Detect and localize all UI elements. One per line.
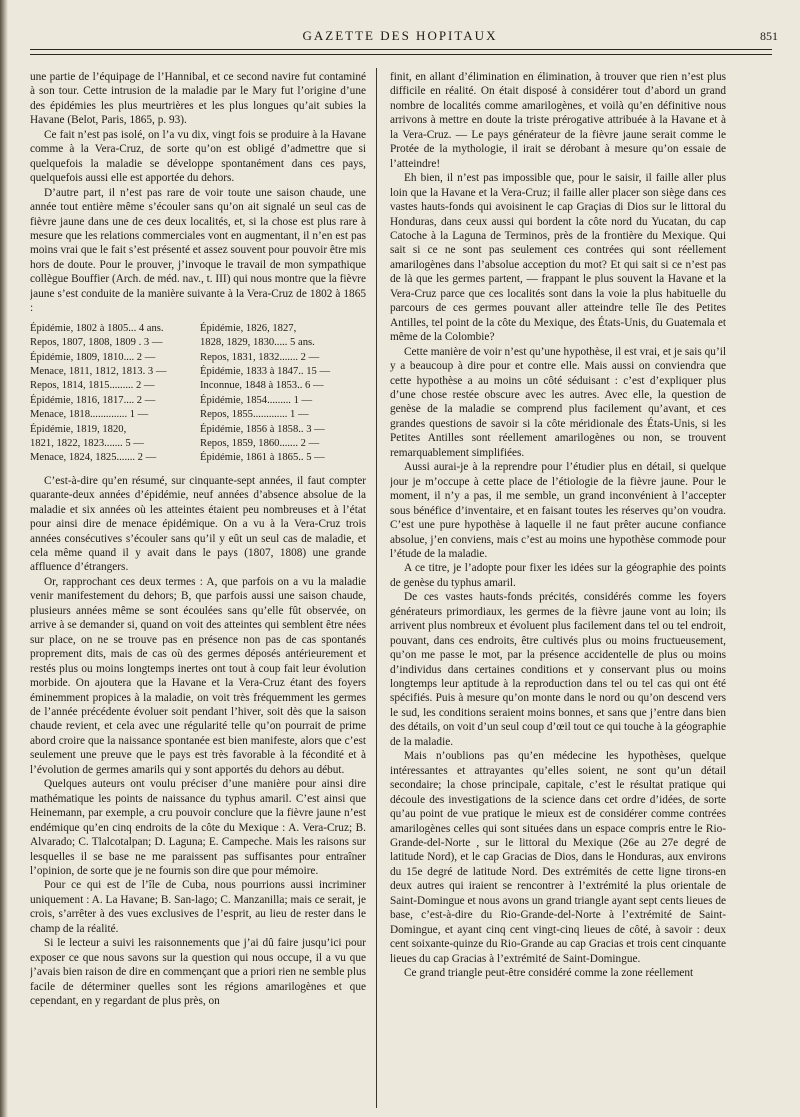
column-divider <box>376 68 377 1108</box>
right-column <box>390 70 726 1110</box>
table-row: 1828, 1829, 1830..... 5 ans. <box>200 337 315 349</box>
header-rule <box>30 54 772 55</box>
paragraph: Ce fait n’est pas isolé, on l’a vu dix, vingt fois se produire à la Havane comme à la Vera-Cruz, de sorte qu’on est obligé d’admettre que si quelquefois la maladie se développe spontanément dans ces pays, quelquefois aussi elle est apportée du dehors. <box>30 128 366 185</box>
left-column <box>30 70 366 1110</box>
table-row: Repos, 1859, 1860....... 2 — <box>200 437 320 449</box>
table-row: Repos, 1855............. 1 — <box>200 409 309 421</box>
table-row: 1821, 1822, 1823....... 5 — <box>30 437 144 449</box>
table-row: Inconnue, 1848 à 1853.. 6 — <box>200 380 324 392</box>
paragraph: Ce grand triangle peut-être considéré comme la zone réellement <box>404 967 694 980</box>
epidemic-table-right <box>196 322 366 466</box>
paragraph: une partie de l’équipage de l’Hannibal, et ce second navire fut contaminé à son tour. Cette intrusion de la maladie par le Mary fut l’origine d’une des épidémies les plus meurtrières et les plus longues qu’ait subies la Havane (Belot, Paris, 1865, p. 93). <box>30 71 366 127</box>
table-row: Repos, 1831, 1832....... 2 — <box>200 351 320 363</box>
page-header <box>20 24 780 50</box>
paragraph: Si le lecteur a suivi les raisonnements que j’ai dû faire jusqu’ici pour exposer ce que nous savons sur la question qui nous occupe, il a vu que j’avais bien raison de dire en commençant que a priori rien ne semble plus facile de déterminer quelles sont les régions amarilogènes et que cependant, en y regardant de plus près, on <box>30 937 366 1008</box>
paragraph: Aussi aurai-je à la reprendre pour l’étudier plus en détail, si quelque jour je m’occupe à cette place de l’étiologie de la fièvre jaune. Pour le moment, il n’y a pas, il me semble, un grand inconvénient à l’accepter sous bénéfice d’inventaire, et en faisant toutes les réserves qu’on voudra. C’est une pure hypothèse à laquelle il ne faut prêter aucune confiance absolue, j’en conviens, mais c’est au moins une hypothèse commode pour l’étude de la maladie. <box>390 461 726 560</box>
table-row: Repos, 1814, 1815......... 2 — <box>30 380 155 392</box>
table-row: Épidémie, 1826, 1827, <box>200 322 297 334</box>
table-row: Épidémie, 1802 à 1805... 4 ans. <box>30 322 164 334</box>
page-number: 851 <box>760 29 778 43</box>
table-row: Menace, 1818.............. 1 — <box>30 409 149 421</box>
epidemic-table <box>30 322 366 466</box>
table-row: Épidémie, 1856 à 1858.. 3 — <box>200 423 325 435</box>
table-row: Épidémie, 1819, 1820, <box>30 423 127 435</box>
table-row: Menace, 1824, 1825....... 2 — <box>30 452 157 464</box>
paragraph: Mais n’oublions pas qu’en médecine les hypothèses, quelque intéressantes et attrayantes qu’elles soient, ne sont qu’un détail secondaire; la chose principale, capitale, c’est le résultat pratique qui découle des investigations de la science dans cet ordre d’idées, de sorte qu’au point de vue pratique le mieux est de considérer comme contrées amarilogènes celles qui sont situées dans un espace compris entre le Rio-Grande-del-Norte , sur le littoral du Mexique (26e au 27e degré de latitude Nord), et le cap Gracias de Dios, dans le Honduras, aux environs du 15e degré de latitude Nord. Des extrémités de cette ligne tirons-en deux autres qui iraient se rencontrer à l’extrémité la plus orientale de Saint-Domingue et nous avons un grand triangle ayant sept cents lieues de base, c’est-à-dire du Rio-Grande-del-Norte à l’extrémité de Saint-Domingue, et ayant cinq cent vingt-cinq lieues de côté, à savoir : deux cent soixante-quinze du Rio-Grande au cap Gracias et trois cent cinquante lieues du cap Gracias à l’extrémité de Saint-Domingue. <box>390 750 726 965</box>
table-row: Menace, 1811, 1812, 1813. 3 — <box>30 365 167 377</box>
header-rule <box>30 49 772 50</box>
epidemic-table-left <box>30 322 196 466</box>
paragraph: C’est-à-dire qu’en résumé, sur cinquante-sept années, il faut compter quarante-deux années d’épidémie, neuf années d’absence absolue de la maladie et six années où les atteintes étaient peu nombreuses et à l’état pour ainsi dire de menace épidémique. On a vu à la Vera-Cruz trois années consécutives s’écouler sans qu’il y eût un seul cas de maladie, et cela même quand il y avait dans le pays (1807, 1808) une grande affluence d’étrangers. <box>30 474 366 574</box>
table-row: Épidémie, 1816, 1817.... 2 — <box>30 394 156 406</box>
table-row: Repos, 1807, 1808, 1809 . 3 — <box>30 337 163 349</box>
paragraph: Quelques auteurs ont voulu préciser d’une manière pour ainsi dire mathématique les points de naissance du typhus amaril. C’est ainsi que Heinemann, par exemple, a cru pouvoir conclure que la fièvre jaune n’est endémique qu’en cinq endroits de la côte du Mexique : A. Vera-Cruz; B. Alvarado; C. Tlalcotalpan; D. Laguna; E. Campeche. Mais les raisons sur lesquelles il se base ne me paraissent pas suffisantes pour entraîner l’opinion, de sorte que je ne fournis son dire que pour mémoire. <box>30 778 366 877</box>
table-row: Épidémie, 1854......... 1 — <box>200 394 313 406</box>
paragraph: finit, en allant d’élimination en élimination, à trouver que rien n’est plus difficile en réalité. On était disposé à considérer tout d’abord un grand nombre de localités comme amarilogènes, et voilà qu’en définitive nous arrivons à mettre en doute la triste prérogative attribuée à la Havane et à la Vera-Cruz. — Le pays générateur de la fièvre jaune serait comme le Protée de la mythologie, il irait se dérobant à mesure qu’on essaie de l’atteindre! <box>390 71 726 170</box>
table-row: Épidémie, 1861 à 1865.. 5 — <box>200 452 325 464</box>
paragraph: Cette manière de voir n’est qu’une hypothèse, il est vrai, et je sais qu’il y a beaucoup à dire pour et contre elle. Mais aussi on conviendra que cette hypothèse a au moins un côté séduisant : c’est d’expliquer plus d’une chose restée obscure avec les autres. Avec elle, la question de genèse de la maladie se comprend plus facilement qu’avant, et ces grandes questions de savoir si la côte méridionale des États-Unis, si les Petites Antilles sont réellement amarilogènes ou non, se trouvent remarquablement simplifiées. <box>390 345 726 459</box>
paragraph: Eh bien, il n’est pas impossible que, pour le saisir, il faille aller plus loin que la Havane et la Vera-Cruz; il faille aller placer son siège dans ces vastes hauts-fonds qui avoisinent le cap Graçias di Dios sur le littoral du Honduras, dans ceux aussi qui bordent la côte nord du Yucatan, du cap Catoche à la Laguna de Terminos, près de la frontière du Mexique. Qui sait si ce ne sont pas seulement ces contrées qui sont réellement amarilogènes dans l’absolue acception du mot? Et qui sait si ce n’est pas de là que les germes partent, — frappant le plus souvent la Havane et la Vera-Cruz parce que ces localités sont dans la voie la plus habituelle du parcours de ces germes pouvant aller atteindre telle île des Petites Antilles, tel point de la côte du Mexique, des États-Unis, du Guatemala et même de la Colombie? <box>390 172 726 344</box>
binding-edge <box>0 0 8 1117</box>
journal-title: GAZETTE DES HOPITAUX <box>302 28 498 43</box>
paragraph: Pour ce qui est de l’île de Cuba, nous pourrions aussi incriminer uniquement : A. La Havane; B. San-lago; C. Manzanilla; mais ce serait, je crois, s’arrêter à des vues exclusives de l’esprit, au lieu de rester dans le champ de la réalité. <box>30 879 366 935</box>
paragraph: A ce titre, je l’adopte pour fixer les idées sur la géographie des points de genèse du typhus amaril. <box>390 562 726 589</box>
table-row: Épidémie, 1833 à 1847.. 15 — <box>200 365 331 377</box>
table-row: Épidémie, 1809, 1810.... 2 — <box>30 351 156 363</box>
paragraph: D’autre part, il n’est pas rare de voir toute une saison chaude, une année tout entière même s’écouler sans qu’on ait signalé un seul cas de fièvre jaune dans une de ces deux localités, et, si la chose est plus rare à mesure que les relations commerciales vont en augmentant, il n’en est pas moins vrai que le fait s’est présenté et assez souvent pour pouvoir être mis hors de doute. Pour le prouver, j’invoque le travail de mon sympathique collègue Bouffier (Arch. de méd. nav., t. III) qui nous montre que la fièvre jaune s’est conduite de la manière suivante à la Vera-Cruz de 1802 à 1865 : <box>30 186 366 315</box>
paragraph: De ces vastes hauts-fonds précités, considérés comme les foyers générateurs primordiaux, les germes de la fièvre jaune vont au loin; ils arrivent plus nombreux et évoluent plus facilement dans tel ou tel endroit, pouvant, dans ces endroits, être cultivés plus ou moins fructueusement, qu’on me passe le mot, par la présence accidentelle de plus ou moins d’individus dans certaines conditions et y conservant plus ou moins longtemps leur aptitude à la reproduction dans tel ou tel cas qui ont été spécifiés. Puis à mesure qu’on monte dans le nord ou qu’on descend vers le sud, les conditions seraient moins bonnes, et sans que j’entre dans bien des détails, on voit d’un seul coup d’œil tout ce qui touche à la géographie de la maladie. <box>390 591 726 748</box>
paragraph: Or, rapprochant ces deux termes : A, que parfois on a vu la maladie venir manifestement du dehors; B, que parfois aussi une saison chaude, plusieurs années même se sont écoulées sans qu’elle fût observée, on arrive à se demander si, quand on voit des atteintes qui semblent être nées sur place, on ne se trouve pas en présence non pas de cas spontanés proprement dits, mais de cas où des germes déposés antérieurement et restés plus ou moins longtemps inertes ont tout à coup fait leur évolution morbide. On ajoutera que la Havane et la Vera-Cruz étant des foyers éminemment propices à la maladie, on voit très fréquemment les germes de l’année précédente évoluer soit pendant l’hiver, soit dès que la saison chaude revient, et cela avec une régularité telle qu’on pourrait de prime abord croire que la naissance spontanée est bien manifeste, alors que c’est seulement une preuve que le pays est très favorable à la fécondité et à l’évolution de germes amarils qui y sont apportés du dehors au début. <box>30 575 366 776</box>
